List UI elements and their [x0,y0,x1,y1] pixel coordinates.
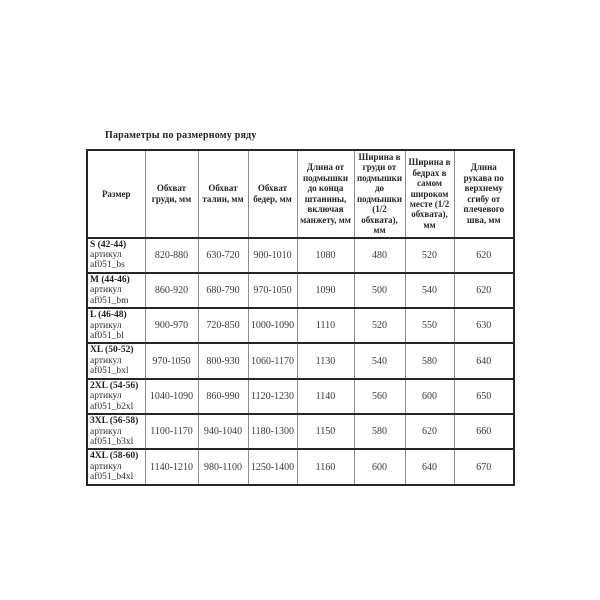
column-header-size: Размер [87,150,145,238]
value-cell: 860-990 [198,379,248,414]
column-header-hip-girth: Обхват бедер, мм [248,150,297,238]
size-label: 4XL (58-60) [90,451,139,462]
column-header-waist-girth: Обхват талии, мм [198,150,248,238]
value-cell: 600 [354,449,405,484]
size-cell [87,414,145,449]
table-header-row [87,150,514,238]
value-cell: 1150 [297,414,354,449]
value-cell: 1000-1090 [248,308,297,343]
value-cell: 970-1050 [248,273,297,308]
value-cell: 1160 [297,449,354,484]
article-label: артикул [90,320,122,331]
value-cell: 940-1040 [198,414,248,449]
article-code: af051_bm [90,295,129,306]
article-label: артикул [90,249,122,260]
article-label: артикул [90,285,122,296]
value-cell: 620 [454,273,514,308]
size-parameters-table [86,149,515,486]
table-row-xl [87,343,514,378]
value-cell: 900-970 [145,308,198,343]
table-row-l [87,308,514,343]
article-code: af051_b4xl [90,472,134,483]
article-code: af051_b3xl [90,436,134,447]
value-cell: 1140 [297,379,354,414]
size-cell [87,343,145,378]
value-cell: 1090 [297,273,354,308]
value-cell: 1130 [297,343,354,378]
table-row-m [87,273,514,308]
value-cell: 540 [405,273,454,308]
value-cell: 560 [354,379,405,414]
value-cell: 620 [454,238,514,273]
column-header-sleeve-length: Длина рукава по верхнему сгибу от плечевого шва, мм [454,150,514,238]
size-cell [87,449,145,484]
value-cell: 820-880 [145,238,198,273]
size-cell [87,379,145,414]
value-cell: 900-1010 [248,238,297,273]
value-cell: 660 [454,414,514,449]
article-label: артикул [90,391,122,402]
value-cell: 860-920 [145,273,198,308]
value-cell: 1140-1210 [145,449,198,484]
value-cell: 500 [354,273,405,308]
value-cell: 580 [405,343,454,378]
size-cell [87,308,145,343]
article-label: артикул [90,426,122,437]
column-header-armpit-to-leg-length: Длина от подмышки до конца штанины, включая манжету, мм [297,150,354,238]
column-header-hip-width: Ширина в бедрах в самом широком месте (1/2 обхвата), мм [405,150,454,238]
value-cell: 600 [405,379,454,414]
article-code: af051_bl [90,331,124,341]
size-cell [87,273,145,308]
value-cell: 630-720 [198,238,248,273]
value-cell: 520 [354,308,405,343]
value-cell: 620 [405,414,454,449]
size-cell [87,238,145,273]
value-cell: 670 [454,449,514,484]
value-cell: 1110 [297,308,354,343]
value-cell: 1080 [297,238,354,273]
value-cell: 1180-1300 [248,414,297,449]
article-code: af051_bs [90,260,125,271]
value-cell: 970-1050 [145,343,198,378]
value-cell: 640 [405,449,454,484]
table-row-s [87,238,514,273]
value-cell: 1120-1230 [248,379,297,414]
size-label: L (46-48) [90,310,127,321]
article-label: артикул [90,461,122,472]
size-label: 2XL (54-56) [90,380,139,391]
page-title: Параметры по размерному ряду [105,130,257,141]
column-header-chest-girth: Обхват груди, мм [145,150,198,238]
value-cell: 800-930 [198,343,248,378]
size-label: S (42-44) [90,239,127,250]
value-cell: 640 [454,343,514,378]
value-cell: 1250-1400 [248,449,297,484]
article-code: af051_b2xl [90,401,134,412]
value-cell: 1100-1170 [145,414,198,449]
size-label: 3XL (56-58) [90,416,139,427]
column-header-chest-width: Ширина в груди от подмышки до подмышки (1/2 обхвата), мм [354,150,405,238]
value-cell: 580 [354,414,405,449]
size-label: M (44-46) [90,274,130,285]
table-row-2xl [87,379,514,414]
size-label: XL (50-52) [90,345,134,356]
value-cell: 680-790 [198,273,248,308]
value-cell: 540 [354,343,405,378]
value-cell: 1040-1090 [145,379,198,414]
value-cell: 520 [405,238,454,273]
value-cell: 1060-1170 [248,343,297,378]
value-cell: 980-1100 [198,449,248,484]
value-cell: 650 [454,379,514,414]
value-cell: 550 [405,308,454,343]
value-cell: 720-850 [198,308,248,343]
table-row-4xl [87,449,514,484]
value-cell: 480 [354,238,405,273]
table-row-3xl [87,414,514,449]
value-cell: 630 [454,308,514,343]
article-code: af051_bxl [90,366,129,377]
article-label: артикул [90,355,122,366]
